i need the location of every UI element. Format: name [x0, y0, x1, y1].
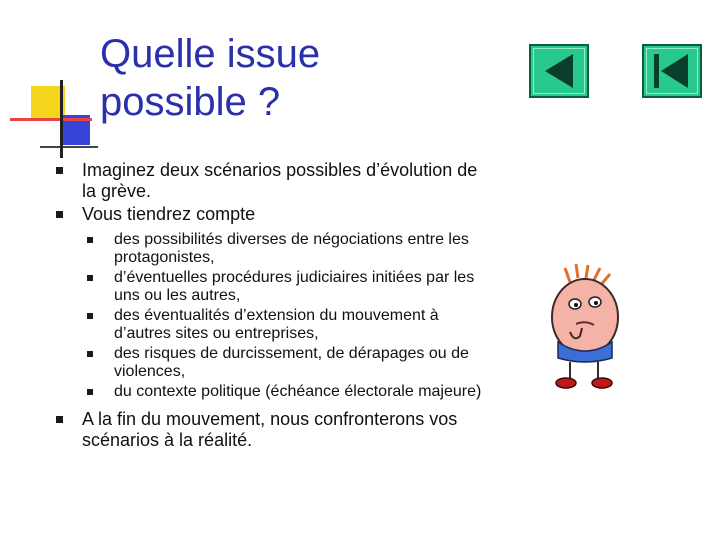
bullet-text: Vous tiendrez compte: [82, 204, 256, 224]
sub-bullet-text: du contexte politique (échéance électorale majeure): [114, 383, 482, 400]
sub-bullet-item: [56, 307, 486, 343]
sub-bullet-item: [56, 383, 486, 401]
sub-bullet-list: [56, 231, 486, 401]
sub-bullet-container: [56, 231, 486, 401]
bullet-item: [56, 160, 486, 202]
sub-bullet-item: [56, 345, 486, 381]
sub-bullet-text: des possibilités diverses de négociations entre les protagonistes,: [114, 231, 469, 266]
thinking-cartoon-image: [540, 262, 630, 392]
sub-bullet-text: des éventualités d’extension du mouvement à d’autres sites ou entreprises,: [114, 307, 439, 342]
bullet-text: Imaginez deux scénarios possibles d’évolution de la grève.: [82, 160, 478, 201]
previous-slide-icon: [531, 46, 587, 96]
sub-bullet-item: [56, 269, 486, 305]
bullet-text: A la fin du mouvement, nous confronterons vos scénarios à la réalité.: [82, 409, 458, 450]
title-line-2: possible ?: [100, 80, 281, 124]
sub-bullet-text: d’éventuelles procédures judiciaires initiées par les uns ou les autres,: [114, 269, 475, 304]
previous-slide-button[interactable]: [529, 44, 589, 98]
logo-vertical-line: [60, 80, 63, 158]
bullet-list: [56, 160, 486, 453]
bullet-item: [56, 409, 486, 451]
bullet-item: [56, 204, 486, 225]
first-slide-button[interactable]: [642, 44, 702, 98]
title-line-1: Quelle issue: [100, 32, 321, 76]
logo-red-line: [10, 118, 92, 121]
sub-bullet-item: [56, 231, 486, 267]
logo-dark-line: [40, 146, 98, 148]
slide-title: [100, 30, 320, 126]
sub-bullet-text: des risques de durcissement, de dérapages ou de violences,: [114, 345, 469, 380]
first-slide-icon: [644, 46, 700, 96]
